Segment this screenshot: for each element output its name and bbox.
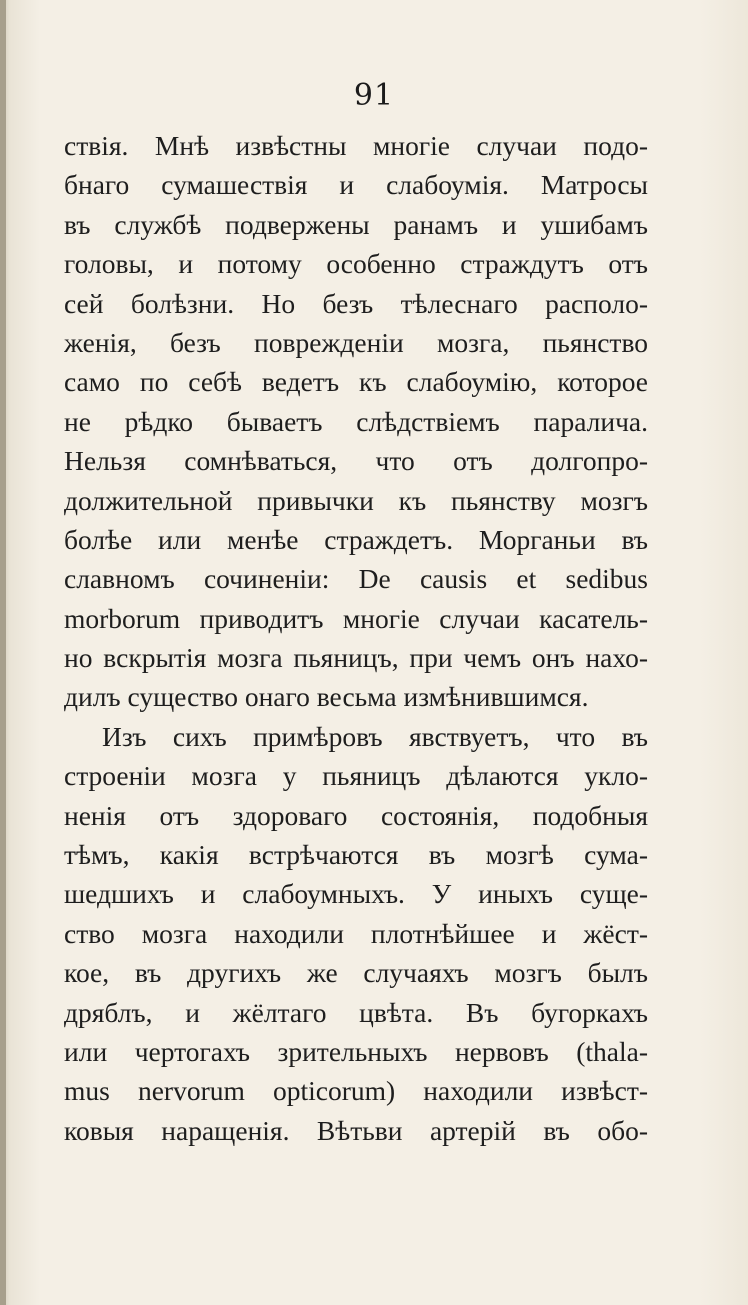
paragraph-1: [64, 126, 648, 717]
text-line: головы, и потому особенно страждутъ отъ: [64, 248, 648, 280]
text-line: дилъ существо онаго весьма измѣнившимся.: [64, 681, 589, 713]
text-line: ненія отъ здороваго состоянія, подобныя: [64, 799, 648, 831]
text-line: тѣмъ, какія встрѣчаются въ мозгѣ сума-: [64, 839, 648, 871]
text-line: въ службѣ подвержены ранамъ и ушибамъ: [64, 208, 648, 240]
text-line: бнаго сумашествія и слабоумія. Матросы: [64, 169, 648, 201]
text-line: кое, въ другихъ же случаяхъ мозгъ былъ: [64, 957, 648, 989]
text-line: дряблъ, и жёлтаго цвѣта. Въ бугоркахъ: [64, 996, 648, 1028]
text-line: не рѣдко бываетъ слѣдствіемъ паралича.: [64, 405, 648, 437]
paragraph-2: [64, 717, 648, 1150]
text-line: но вскрытія мозга пьяницъ, при чемъ онъ нахо-: [64, 642, 648, 674]
text-line: женія, безъ поврежденіи мозга, пьянство: [64, 326, 648, 358]
text-line: шедшихъ и слабоумныхъ. У иныхъ суще-: [64, 878, 648, 910]
text-line: ковыя наращенія. Вѣтьви артерій въ обо-: [64, 1114, 648, 1146]
page-number: 91: [353, 78, 395, 113]
body-text: [64, 126, 648, 1150]
text-line: славномъ сочиненіи: De causis et sedibus: [64, 563, 648, 595]
text-line: болѣе или менѣе страждетъ. Морганьи въ: [64, 523, 648, 555]
text-line: ствія. Мнѣ извѣстны многіе случаи подо-: [64, 130, 648, 161]
page-binding-edge: [0, 0, 6, 1305]
text-line: должительной привычки къ пьянству мозгъ: [64, 484, 648, 516]
text-line: Нельзя сомнѣваться, что отъ долгопро-: [64, 445, 648, 477]
text-line: само по себѣ ведетъ къ слабоумію, которое: [64, 366, 648, 398]
text-line: morborum приводитъ многіе случаи касатель-: [64, 602, 648, 634]
text-line: или чертогахъ зрительныхъ нервовъ (thala-: [64, 1035, 648, 1067]
text-line: Изъ сихъ примѣровъ явствуетъ, что въ: [102, 720, 648, 752]
text-line: строеніи мозга у пьяницъ дѣлаются укло-: [64, 760, 648, 792]
text-line: mus nervorum opticorum) находили извѣст-: [64, 1075, 648, 1107]
text-line: ство мозга находили плотнѣйшее и жёст-: [64, 917, 648, 949]
text-line: сей болѣзни. Но безъ тѣлеснаго располо-: [64, 287, 648, 319]
